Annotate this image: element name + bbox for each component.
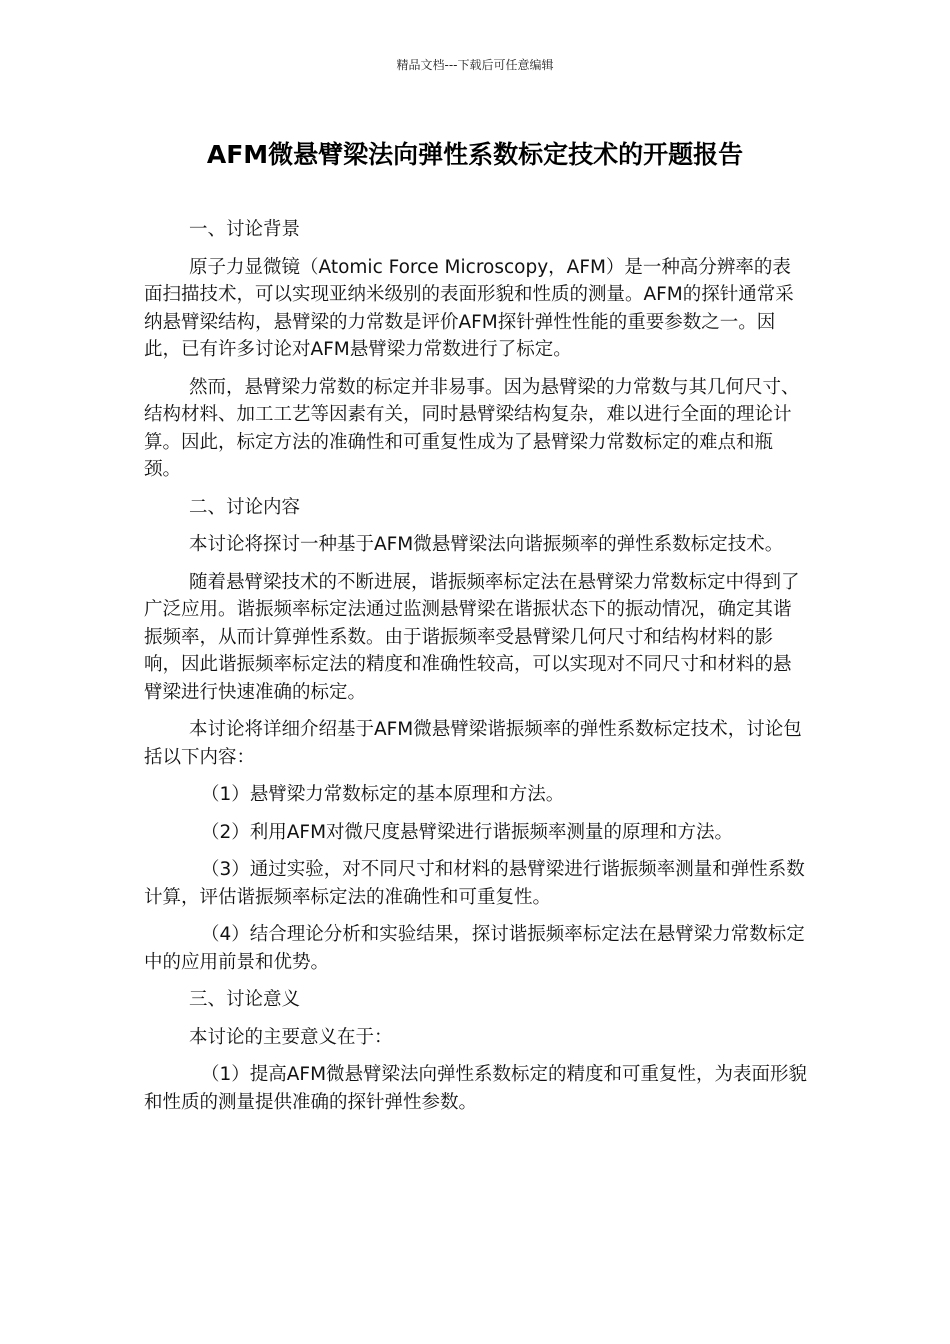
content-paragraph-1: 本讨论将探讨一种基于AFM微悬臂梁法向谐振频率的弹性系数标定技术。 (189, 534, 784, 555)
background-paragraph-2: 然而，悬臂梁力常数的标定并非易事。因为悬臂梁的力常数与其几何尺寸、结构材料、加工工艺等因素有关，同时悬臂梁结构复杂，难以进行全面的理论计算。因此，标定方法的准确性和可重复性成为了悬臂梁力常数标定的难点和瓶颈。 (144, 376, 800, 480)
background-paragraph-1: 原子力显微镜（Atomic Force Microscopy，AFM）是一种高分辨率的表面扫描技术，可以实现亚纳米级别的表面形貌和性质的测量。AFM的探针通常采纳悬臂梁结构，悬臂梁的力常数是评价AFM探针弹性性能的重要参数之一。因此，已有许多讨论对AFM悬臂梁力常数进行了标定。 (144, 256, 794, 360)
significance-paragraph-1: 本讨论的主要意义在于： (189, 1026, 393, 1048)
document-title: AFM微悬臂梁法向弹性系数标定技术的开题报告 (206, 140, 744, 169)
content-list-item-1: （1）悬臂梁力常数标定的基本原理和方法。 (201, 784, 565, 805)
content-list-item-2: （2）利用AFM对微尺度悬臂梁进行谐振频率测量的原理和方法。 (201, 821, 734, 843)
section-heading-background: 一、讨论背景 (189, 219, 301, 240)
content-paragraph-3: 本讨论将详细介绍基于AFM微悬臂梁谐振频率的弹性系数标定技术，讨论包括以下内容： (144, 719, 802, 768)
content-paragraph-2: 随着悬臂梁技术的不断进展，谐振频率标定法在悬臂梁力常数标定中得到了广泛应用。谐振频率标定法通过监测悬臂梁在谐振状态下的振动情况，确定其谐振频率，从而计算弹性系数。由于谐振频率受悬臂梁几何尺寸和结构材料的影响，因此谐振频率标定法的精度和准确性较高，可以实现对不同尺寸和材料的悬臂梁进行快速准确的标定。 (144, 571, 800, 703)
content-list-item-4: （4）结合理论分析和实验结果，探讨谐振频率标定法在悬臂梁力常数标定中的应用前景和优势。 (144, 924, 805, 973)
document-body (144, 216, 808, 1126)
section-heading-significance: 三、讨论意义 (189, 989, 301, 1010)
content-list-item-3: （3）通过实验，对不同尺寸和材料的悬臂梁进行谐振频率测量和弹性系数计算，评估谐振频率标定法的准确性和可重复性。 (144, 859, 805, 908)
section-heading-content: 二、讨论内容 (189, 496, 301, 518)
page-header: 精品文档---下载后可任意编辑 (396, 58, 554, 72)
significance-list-item-1: （1）提高AFM微悬臂梁法向弹性系数标定的精度和可重复性，为表面形貌和性质的测量提供准确的探针弹性参数。 (144, 1064, 808, 1113)
